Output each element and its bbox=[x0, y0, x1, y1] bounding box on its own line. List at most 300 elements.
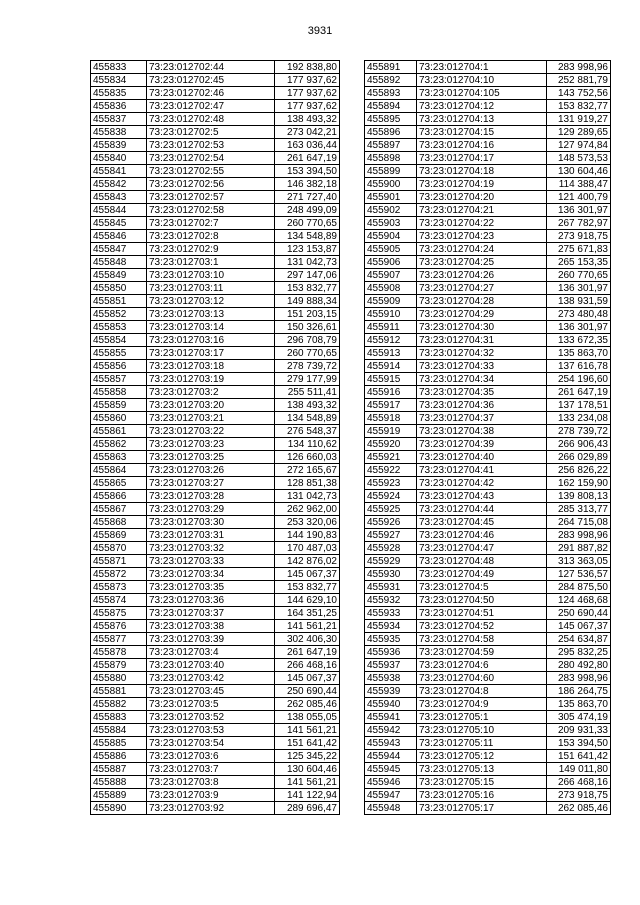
value-cell: 134 110,62 bbox=[275, 438, 340, 451]
table-row bbox=[365, 308, 611, 321]
value-cell: 266 468,16 bbox=[547, 776, 611, 789]
value-cell: 163 036,44 bbox=[275, 139, 340, 152]
table-row bbox=[91, 529, 340, 542]
row-number-cell: 455884 bbox=[91, 724, 147, 737]
table-row bbox=[91, 269, 340, 282]
table-row bbox=[365, 139, 611, 152]
value-cell: 271 727,40 bbox=[275, 191, 340, 204]
cadastral-number-cell: 73:23:012703:31 bbox=[147, 529, 275, 542]
row-number-cell: 455903 bbox=[365, 217, 417, 230]
table-row bbox=[365, 464, 611, 477]
cadastral-number-cell: 73:23:012702:7 bbox=[147, 217, 275, 230]
row-number-cell: 455833 bbox=[91, 61, 147, 74]
cadastral-number-cell: 73:23:012704:5 bbox=[417, 581, 547, 594]
table-row bbox=[91, 282, 340, 295]
cadastral-number-cell: 73:23:012703:32 bbox=[147, 542, 275, 555]
table-row bbox=[91, 581, 340, 594]
row-number-cell: 455932 bbox=[365, 594, 417, 607]
cadastral-number-cell: 73:23:012703:40 bbox=[147, 659, 275, 672]
table-row bbox=[91, 243, 340, 256]
table-row bbox=[91, 425, 340, 438]
row-number-cell: 455910 bbox=[365, 308, 417, 321]
table-row bbox=[365, 217, 611, 230]
table-row bbox=[365, 165, 611, 178]
row-number-cell: 455941 bbox=[365, 711, 417, 724]
value-cell: 186 264,75 bbox=[547, 685, 611, 698]
row-number-cell: 455936 bbox=[365, 646, 417, 659]
cadastral-number-cell: 73:23:012704:15 bbox=[417, 126, 547, 139]
value-cell: 149 888,34 bbox=[275, 295, 340, 308]
value-cell: 291 887,82 bbox=[547, 542, 611, 555]
table-right bbox=[364, 60, 611, 815]
cadastral-number-cell: 73:23:012704:40 bbox=[417, 451, 547, 464]
value-cell: 177 937,62 bbox=[275, 74, 340, 87]
row-number-cell: 455844 bbox=[91, 204, 147, 217]
value-cell: 284 875,50 bbox=[547, 581, 611, 594]
cadastral-number-cell: 73:23:012704:9 bbox=[417, 698, 547, 711]
table-row bbox=[91, 204, 340, 217]
row-number-cell: 455888 bbox=[91, 776, 147, 789]
table-row bbox=[365, 256, 611, 269]
row-number-cell: 455907 bbox=[365, 269, 417, 282]
cadastral-number-cell: 73:23:012703:34 bbox=[147, 568, 275, 581]
cadastral-number-cell: 73:23:012703:6 bbox=[147, 750, 275, 763]
value-cell: 144 629,10 bbox=[275, 594, 340, 607]
value-cell: 250 690,44 bbox=[275, 685, 340, 698]
value-cell: 134 548,89 bbox=[275, 412, 340, 425]
table-row bbox=[91, 555, 340, 568]
row-number-cell: 455930 bbox=[365, 568, 417, 581]
table-row bbox=[365, 425, 611, 438]
table-row bbox=[91, 763, 340, 776]
row-number-cell: 455845 bbox=[91, 217, 147, 230]
value-cell: 275 671,83 bbox=[547, 243, 611, 256]
table-row bbox=[365, 568, 611, 581]
table-row bbox=[91, 789, 340, 802]
row-number-cell: 455934 bbox=[365, 620, 417, 633]
value-cell: 153 832,77 bbox=[275, 282, 340, 295]
row-number-cell: 455862 bbox=[91, 438, 147, 451]
table-row bbox=[365, 620, 611, 633]
value-cell: 143 752,56 bbox=[547, 87, 611, 100]
row-number-cell: 455859 bbox=[91, 399, 147, 412]
cadastral-number-cell: 73:23:012703:20 bbox=[147, 399, 275, 412]
table-row bbox=[365, 126, 611, 139]
cadastral-number-cell: 73:23:012704:28 bbox=[417, 295, 547, 308]
cadastral-number-cell: 73:23:012702:54 bbox=[147, 152, 275, 165]
value-cell: 133 234,08 bbox=[547, 412, 611, 425]
value-cell: 273 480,48 bbox=[547, 308, 611, 321]
cadastral-number-cell: 73:23:012702:55 bbox=[147, 165, 275, 178]
value-cell: 256 826,22 bbox=[547, 464, 611, 477]
value-cell: 278 739,72 bbox=[275, 360, 340, 373]
value-cell: 145 067,37 bbox=[275, 568, 340, 581]
value-cell: 295 832,25 bbox=[547, 646, 611, 659]
value-cell: 254 634,87 bbox=[547, 633, 611, 646]
cadastral-number-cell: 73:23:012703:11 bbox=[147, 282, 275, 295]
row-number-cell: 455847 bbox=[91, 243, 147, 256]
table-row bbox=[365, 243, 611, 256]
table-row bbox=[365, 490, 611, 503]
row-number-cell: 455939 bbox=[365, 685, 417, 698]
cadastral-number-cell: 73:23:012705:13 bbox=[417, 763, 547, 776]
value-cell: 141 561,21 bbox=[275, 620, 340, 633]
row-number-cell: 455937 bbox=[365, 659, 417, 672]
table-row bbox=[91, 373, 340, 386]
cadastral-number-cell: 73:23:012703:42 bbox=[147, 672, 275, 685]
value-cell: 302 406,30 bbox=[275, 633, 340, 646]
table-row bbox=[91, 334, 340, 347]
table-row bbox=[91, 360, 340, 373]
table-row bbox=[91, 542, 340, 555]
value-cell: 261 647,19 bbox=[275, 152, 340, 165]
value-cell: 262 962,00 bbox=[275, 503, 340, 516]
cadastral-number-cell: 73:23:012704:25 bbox=[417, 256, 547, 269]
table-row bbox=[365, 230, 611, 243]
table-row bbox=[365, 204, 611, 217]
row-number-cell: 455866 bbox=[91, 490, 147, 503]
value-cell: 133 672,35 bbox=[547, 334, 611, 347]
cadastral-number-cell: 73:23:012705:17 bbox=[417, 802, 547, 815]
table-row bbox=[91, 126, 340, 139]
cadastral-number-cell: 73:23:012704:24 bbox=[417, 243, 547, 256]
value-cell: 285 313,77 bbox=[547, 503, 611, 516]
row-number-cell: 455856 bbox=[91, 360, 147, 373]
table-row bbox=[365, 724, 611, 737]
table-row bbox=[91, 399, 340, 412]
table-row bbox=[365, 633, 611, 646]
row-number-cell: 455900 bbox=[365, 178, 417, 191]
table-row bbox=[365, 659, 611, 672]
table-row bbox=[365, 152, 611, 165]
row-number-cell: 455839 bbox=[91, 139, 147, 152]
value-cell: 137 616,78 bbox=[547, 360, 611, 373]
table-row bbox=[91, 802, 340, 815]
cadastral-number-cell: 73:23:012704:27 bbox=[417, 282, 547, 295]
value-cell: 260 770,65 bbox=[547, 269, 611, 282]
row-number-cell: 455915 bbox=[365, 373, 417, 386]
cadastral-number-cell: 73:23:012704:31 bbox=[417, 334, 547, 347]
table-row bbox=[91, 347, 340, 360]
table-row bbox=[365, 711, 611, 724]
table-row bbox=[365, 789, 611, 802]
cadastral-number-cell: 73:23:012703:16 bbox=[147, 334, 275, 347]
row-number-cell: 455853 bbox=[91, 321, 147, 334]
value-cell: 273 918,75 bbox=[547, 230, 611, 243]
table-row bbox=[91, 568, 340, 581]
value-cell: 262 085,46 bbox=[547, 802, 611, 815]
table-row bbox=[91, 659, 340, 672]
value-cell: 136 301,97 bbox=[547, 282, 611, 295]
row-number-cell: 455843 bbox=[91, 191, 147, 204]
table-row bbox=[91, 633, 340, 646]
table-left bbox=[90, 60, 340, 815]
table-row bbox=[365, 386, 611, 399]
value-cell: 252 881,79 bbox=[547, 74, 611, 87]
cadastral-number-cell: 73:23:012703:4 bbox=[147, 646, 275, 659]
value-cell: 153 832,77 bbox=[547, 100, 611, 113]
cadastral-number-cell: 73:23:012702:56 bbox=[147, 178, 275, 191]
table-row bbox=[91, 503, 340, 516]
value-cell: 150 326,61 bbox=[275, 321, 340, 334]
cadastral-number-cell: 73:23:012702:58 bbox=[147, 204, 275, 217]
value-cell: 127 974,84 bbox=[547, 139, 611, 152]
value-cell: 260 770,65 bbox=[275, 217, 340, 230]
cadastral-number-cell: 73:23:012704:17 bbox=[417, 152, 547, 165]
row-number-cell: 455878 bbox=[91, 646, 147, 659]
row-number-cell: 455935 bbox=[365, 633, 417, 646]
row-number-cell: 455911 bbox=[365, 321, 417, 334]
cadastral-number-cell: 73:23:012703:35 bbox=[147, 581, 275, 594]
value-cell: 114 388,47 bbox=[547, 178, 611, 191]
value-cell: 272 165,67 bbox=[275, 464, 340, 477]
row-number-cell: 455946 bbox=[365, 776, 417, 789]
value-cell: 151 641,42 bbox=[275, 737, 340, 750]
value-cell: 138 931,59 bbox=[547, 295, 611, 308]
row-number-cell: 455881 bbox=[91, 685, 147, 698]
value-cell: 283 998,96 bbox=[547, 61, 611, 74]
table-row bbox=[365, 412, 611, 425]
table-row bbox=[91, 230, 340, 243]
row-number-cell: 455868 bbox=[91, 516, 147, 529]
row-number-cell: 455894 bbox=[365, 100, 417, 113]
row-number-cell: 455870 bbox=[91, 542, 147, 555]
cadastral-number-cell: 73:23:012704:32 bbox=[417, 347, 547, 360]
value-cell: 151 203,15 bbox=[275, 308, 340, 321]
value-cell: 131 919,27 bbox=[547, 113, 611, 126]
value-cell: 289 696,47 bbox=[275, 802, 340, 815]
table-row bbox=[365, 802, 611, 815]
table-row bbox=[91, 139, 340, 152]
row-number-cell: 455887 bbox=[91, 763, 147, 776]
table-row bbox=[91, 308, 340, 321]
row-number-cell: 455855 bbox=[91, 347, 147, 360]
table-left-body bbox=[91, 61, 340, 815]
cadastral-number-cell: 73:23:012703:52 bbox=[147, 711, 275, 724]
value-cell: 265 153,35 bbox=[547, 256, 611, 269]
table-row bbox=[91, 464, 340, 477]
table-row bbox=[91, 594, 340, 607]
cadastral-number-cell: 73:23:012704:60 bbox=[417, 672, 547, 685]
value-cell: 129 289,65 bbox=[547, 126, 611, 139]
table-row bbox=[365, 542, 611, 555]
row-number-cell: 455849 bbox=[91, 269, 147, 282]
row-number-cell: 455886 bbox=[91, 750, 147, 763]
value-cell: 138 493,32 bbox=[275, 399, 340, 412]
row-number-cell: 455879 bbox=[91, 659, 147, 672]
value-cell: 121 400,79 bbox=[547, 191, 611, 204]
cadastral-number-cell: 73:23:012705:12 bbox=[417, 750, 547, 763]
cadastral-number-cell: 73:23:012704:18 bbox=[417, 165, 547, 178]
row-number-cell: 455905 bbox=[365, 243, 417, 256]
cadastral-number-cell: 73:23:012704:48 bbox=[417, 555, 547, 568]
cadastral-number-cell: 73:23:012703:1 bbox=[147, 256, 275, 269]
table-row bbox=[365, 373, 611, 386]
value-cell: 128 851,38 bbox=[275, 477, 340, 490]
table-row bbox=[91, 61, 340, 74]
row-number-cell: 455854 bbox=[91, 334, 147, 347]
row-number-cell: 455865 bbox=[91, 477, 147, 490]
table-row bbox=[91, 724, 340, 737]
table-row bbox=[365, 191, 611, 204]
table-row bbox=[91, 750, 340, 763]
table-row bbox=[365, 74, 611, 87]
value-cell: 135 863,70 bbox=[547, 698, 611, 711]
cadastral-number-cell: 73:23:012704:36 bbox=[417, 399, 547, 412]
cadastral-number-cell: 73:23:012704:21 bbox=[417, 204, 547, 217]
table-row bbox=[91, 100, 340, 113]
row-number-cell: 455909 bbox=[365, 295, 417, 308]
row-number-cell: 455896 bbox=[365, 126, 417, 139]
table-row bbox=[91, 438, 340, 451]
cadastral-number-cell: 73:23:012704:29 bbox=[417, 308, 547, 321]
value-cell: 164 351,25 bbox=[275, 607, 340, 620]
row-number-cell: 455912 bbox=[365, 334, 417, 347]
row-number-cell: 455929 bbox=[365, 555, 417, 568]
value-cell: 280 492,80 bbox=[547, 659, 611, 672]
cadastral-number-cell: 73:23:012703:30 bbox=[147, 516, 275, 529]
row-number-cell: 455863 bbox=[91, 451, 147, 464]
cadastral-number-cell: 73:23:012704:58 bbox=[417, 633, 547, 646]
value-cell: 296 708,79 bbox=[275, 334, 340, 347]
page-number: 3931 bbox=[307, 25, 333, 37]
row-number-cell: 455901 bbox=[365, 191, 417, 204]
row-number-cell: 455926 bbox=[365, 516, 417, 529]
value-cell: 266 029,89 bbox=[547, 451, 611, 464]
value-cell: 134 548,89 bbox=[275, 230, 340, 243]
cadastral-number-cell: 73:23:012704:20 bbox=[417, 191, 547, 204]
row-number-cell: 455925 bbox=[365, 503, 417, 516]
row-number-cell: 455906 bbox=[365, 256, 417, 269]
row-number-cell: 455841 bbox=[91, 165, 147, 178]
cadastral-number-cell: 73:23:012703:45 bbox=[147, 685, 275, 698]
value-cell: 145 067,37 bbox=[275, 672, 340, 685]
table-row bbox=[91, 646, 340, 659]
table-row bbox=[91, 412, 340, 425]
table-row bbox=[91, 256, 340, 269]
row-number-cell: 455924 bbox=[365, 490, 417, 503]
value-cell: 135 863,70 bbox=[547, 347, 611, 360]
row-number-cell: 455852 bbox=[91, 308, 147, 321]
cadastral-number-cell: 73:23:012703:26 bbox=[147, 464, 275, 477]
table-row bbox=[365, 594, 611, 607]
row-number-cell: 455902 bbox=[365, 204, 417, 217]
cadastral-number-cell: 73:23:012703:14 bbox=[147, 321, 275, 334]
cadastral-number-cell: 73:23:012703:10 bbox=[147, 269, 275, 282]
table-row bbox=[91, 776, 340, 789]
row-number-cell: 455850 bbox=[91, 282, 147, 295]
row-number-cell: 455914 bbox=[365, 360, 417, 373]
cadastral-number-cell: 73:23:012703:29 bbox=[147, 503, 275, 516]
table-row bbox=[91, 607, 340, 620]
value-cell: 139 808,13 bbox=[547, 490, 611, 503]
row-number-cell: 455891 bbox=[365, 61, 417, 74]
row-number-cell: 455904 bbox=[365, 230, 417, 243]
value-cell: 250 690,44 bbox=[547, 607, 611, 620]
row-number-cell: 455927 bbox=[365, 529, 417, 542]
cadastral-number-cell: 73:23:012704:35 bbox=[417, 386, 547, 399]
cadastral-number-cell: 73:23:012703:22 bbox=[147, 425, 275, 438]
row-number-cell: 455838 bbox=[91, 126, 147, 139]
cadastral-number-cell: 73:23:012703:53 bbox=[147, 724, 275, 737]
cadastral-number-cell: 73:23:012704:38 bbox=[417, 425, 547, 438]
table-row bbox=[91, 217, 340, 230]
cadastral-number-cell: 73:23:012704:49 bbox=[417, 568, 547, 581]
value-cell: 276 548,37 bbox=[275, 425, 340, 438]
table-row bbox=[365, 672, 611, 685]
cadastral-number-cell: 73:23:012703:13 bbox=[147, 308, 275, 321]
row-number-cell: 455940 bbox=[365, 698, 417, 711]
value-cell: 177 937,62 bbox=[275, 87, 340, 100]
value-cell: 153 394,50 bbox=[547, 737, 611, 750]
table-row bbox=[365, 516, 611, 529]
table-row bbox=[365, 685, 611, 698]
table-row bbox=[365, 61, 611, 74]
row-number-cell: 455837 bbox=[91, 113, 147, 126]
cadastral-number-cell: 73:23:012703:25 bbox=[147, 451, 275, 464]
row-number-cell: 455858 bbox=[91, 386, 147, 399]
row-number-cell: 455899 bbox=[365, 165, 417, 178]
row-number-cell: 455928 bbox=[365, 542, 417, 555]
value-cell: 131 042,73 bbox=[275, 256, 340, 269]
value-cell: 283 998,96 bbox=[547, 529, 611, 542]
table-row bbox=[91, 87, 340, 100]
cadastral-number-cell: 73:23:012704:52 bbox=[417, 620, 547, 633]
table-row bbox=[365, 607, 611, 620]
table-row bbox=[365, 282, 611, 295]
value-cell: 130 604,46 bbox=[547, 165, 611, 178]
cadastral-number-cell: 73:23:012704:30 bbox=[417, 321, 547, 334]
row-number-cell: 455943 bbox=[365, 737, 417, 750]
cadastral-number-cell: 73:23:012702:9 bbox=[147, 243, 275, 256]
value-cell: 255 511,41 bbox=[275, 386, 340, 399]
cadastral-number-cell: 73:23:012703:92 bbox=[147, 802, 275, 815]
row-number-cell: 455840 bbox=[91, 152, 147, 165]
value-cell: 283 998,96 bbox=[547, 672, 611, 685]
row-number-cell: 455835 bbox=[91, 87, 147, 100]
value-cell: 144 190,83 bbox=[275, 529, 340, 542]
value-cell: 136 301,97 bbox=[547, 321, 611, 334]
row-number-cell: 455869 bbox=[91, 529, 147, 542]
value-cell: 305 474,19 bbox=[547, 711, 611, 724]
table-row bbox=[365, 360, 611, 373]
cadastral-number-cell: 73:23:012702:46 bbox=[147, 87, 275, 100]
cadastral-number-cell: 73:23:012703:19 bbox=[147, 373, 275, 386]
table-row bbox=[365, 581, 611, 594]
table-row bbox=[365, 334, 611, 347]
row-number-cell: 455889 bbox=[91, 789, 147, 802]
cadastral-number-cell: 73:23:012705:16 bbox=[417, 789, 547, 802]
cadastral-number-cell: 73:23:012704:1 bbox=[417, 61, 547, 74]
row-number-cell: 455938 bbox=[365, 672, 417, 685]
row-number-cell: 455890 bbox=[91, 802, 147, 815]
row-number-cell: 455834 bbox=[91, 74, 147, 87]
cadastral-number-cell: 73:23:012702:44 bbox=[147, 61, 275, 74]
table-row bbox=[365, 529, 611, 542]
value-cell: 177 937,62 bbox=[275, 100, 340, 113]
table-row bbox=[91, 113, 340, 126]
row-number-cell: 455944 bbox=[365, 750, 417, 763]
row-number-cell: 455861 bbox=[91, 425, 147, 438]
cadastral-number-cell: 73:23:012703:5 bbox=[147, 698, 275, 711]
value-cell: 141 561,21 bbox=[275, 776, 340, 789]
row-number-cell: 455918 bbox=[365, 412, 417, 425]
cadastral-number-cell: 73:23:012703:23 bbox=[147, 438, 275, 451]
table-row bbox=[91, 74, 340, 87]
table-row bbox=[91, 386, 340, 399]
table-row bbox=[91, 490, 340, 503]
cadastral-number-cell: 73:23:012704:43 bbox=[417, 490, 547, 503]
